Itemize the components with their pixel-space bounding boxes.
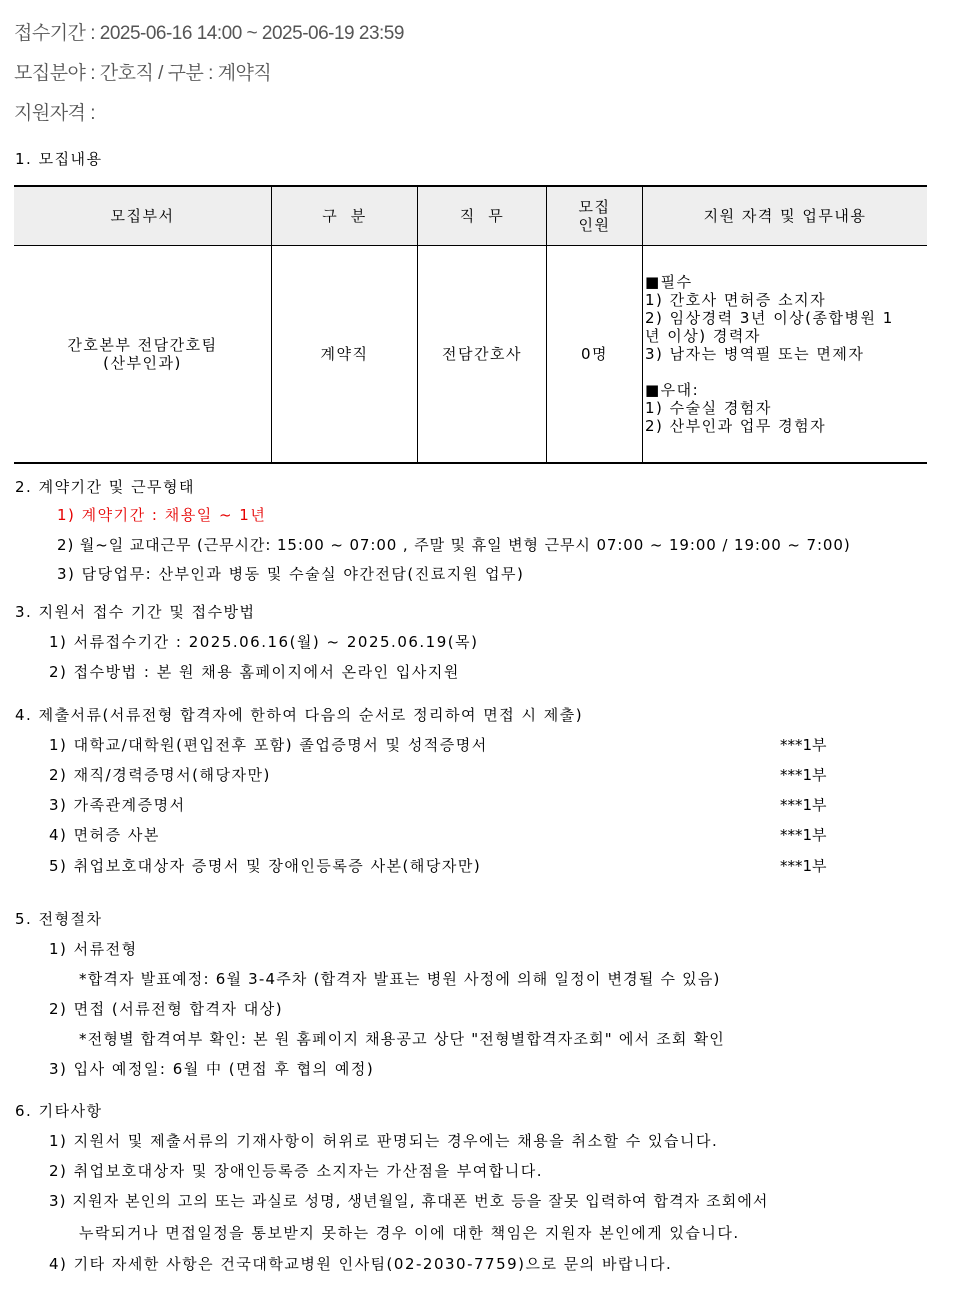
section6-title: 6. 기타사항 [15,1102,103,1120]
work-shift: 2) 월~일 교대근무 (근무시간: 15:00 ~ 07:00 , 주말 및 휴일 변형 근무시 07:00 ~ 19:00 / 19:00 ~ 7:00) [57,536,851,554]
doc-copies: ***1부 [780,736,827,754]
section4-title: 4. 제출서류(서류전형 합격자에 한하여 다음의 순서로 정리하여 면접 시 제출) [15,706,584,724]
apply-method: 2) 접수방법 : 본 원 채용 홈페이지에서 온라인 입사지원 [49,663,460,681]
cell-qualification [643,246,928,464]
duty-description: 3) 담당업무: 산부인과 병동 및 수술실 야간전담(진료지원 업무) [57,565,525,583]
cell-duty: 전담간호사 [418,246,547,464]
header-dept: 모집부서 [14,186,272,246]
cell-dept [14,246,272,464]
doc-copies: ***1부 [780,796,827,814]
table-row [14,246,927,464]
qual-line: 년 이상) 경력자 [645,327,761,345]
step-interview: 2) 면접 (서류전형 합격자 대상) [49,1000,284,1018]
dept-line1: 간호본부 전담간호팀 [67,336,218,354]
step-note: *전형별 합격여부 확인: 본 원 홈페이지 채용공고 상단 "전형별합격자조회" 에서 조회 확인 [79,1030,725,1048]
recruit-field: 모집분야 : 간호직 / 구분 : 계약직 [14,63,272,84]
qual-line: ■필수 [645,273,693,291]
doc-period: 1) 서류접수기간 : 2025.06.16(월) ~ 2025.06.19(목) [49,633,479,651]
doc-item: 2) 재직/경력증명서(해당자만) [49,766,271,784]
header-duty: 직 무 [418,186,547,246]
misc-item: 4) 기타 자세한 사항은 건국대학교병원 인사팀(02-2030-7759)으로 문의 바랍니다. [49,1255,673,1273]
step-start-date: 3) 입사 예정일: 6월 中 (면접 후 협의 예정) [49,1060,375,1078]
cell-category: 계약직 [272,246,418,464]
cell-count: 0명 [547,246,643,464]
contract-period: 1) 계약기간 : 채용일 ~ 1년 [57,506,267,524]
doc-copies: ***1부 [780,766,827,784]
qual-line: 3) 남자는 병역필 또는 면제자 [645,345,865,363]
qual-line: 2) 산부인과 업무 경험자 [645,417,827,435]
qual-line: 1) 간호사 면허증 소지자 [645,291,827,309]
doc-item: 3) 가족관계증명서 [49,796,186,814]
dept-line2: (산부인과) [103,354,182,372]
doc-item: 5) 취업보호대상자 증명서 및 장애인등록증 사본(해당자만) [49,857,482,875]
doc-copies: ***1부 [780,826,827,844]
step-note: *합격자 발표예정: 6월 3-4주차 (합격자 발표는 병원 사정에 의해 일정이 변경될 수 있음) [79,970,721,988]
qual-line: ■우대: [645,381,700,399]
doc-item: 4) 면허증 사본 [49,826,160,844]
section2-title: 2. 계약기간 및 근무형태 [15,478,196,496]
qual-spacer [645,363,926,381]
table-header-row [14,186,927,246]
step-document: 1) 서류전형 [49,940,138,958]
qualification-label: 지원자격 : [14,103,95,124]
qual-line: 2) 임상경력 3년 이상(종합병원 1 [645,309,894,327]
doc-copies: ***1부 [780,857,827,875]
application-period: 접수기간 : 2025-06-16 14:00 ~ 2025-06-19 23:59 [14,23,404,44]
misc-item-cont: 누락되거나 면접일정을 통보받지 못하는 경우 이에 대한 책임은 지원자 본인에게 있습니다. [79,1224,740,1242]
misc-item: 3) 지원자 본인의 고의 또는 과실로 성명, 생년월일, 휴대폰 번호 등을 잘못 입력하여 합격자 조회에서 [49,1192,769,1210]
misc-item: 2) 취업보호대상자 및 장애인등록증 소지자는 가산점을 부여합니다. [49,1162,544,1180]
header-category: 구 분 [272,186,418,246]
section3-title: 3. 지원서 접수 기간 및 접수방법 [15,603,256,621]
section1-title: 1. 모집내용 [15,150,103,168]
misc-item: 1) 지원서 및 제출서류의 기재사항이 허위로 판명되는 경우에는 채용을 취소할 수 있습니다. [49,1132,719,1150]
header-qualification: 지원 자격 및 업무내용 [643,186,928,246]
doc-item: 1) 대학교/대학원(편입전후 포함) 졸업증명서 및 성적증명서 [49,736,488,754]
qual-line: 1) 수술실 경험자 [645,399,772,417]
recruit-table [14,185,927,464]
header-count: 모집 인원 [547,186,643,246]
section5-title: 5. 전형절차 [15,910,103,928]
